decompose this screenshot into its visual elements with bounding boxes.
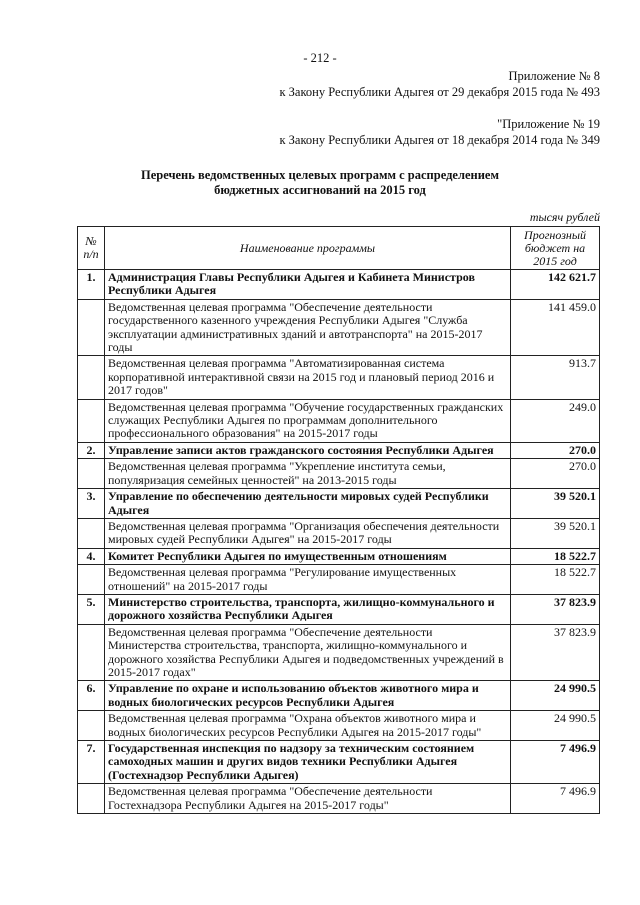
row-name: Ведомственная целевая программа "Автоматизированная система корпоративной интерактивной связи на 2015 год и плановый период 2016 и 2017 годов" bbox=[105, 356, 511, 399]
row-name: Ведомственная целевая программа "Обеспечение деятельности Министерства строительства, транспорта, жилищно-коммунального и дорожного хозяйства Республики Адыгея и подведомственных учреждений в 2015-2017 годах" bbox=[105, 624, 511, 681]
row-number bbox=[78, 518, 105, 548]
appendix-old-line1: "Приложение № 19 bbox=[497, 117, 600, 131]
table-row-program bbox=[78, 565, 600, 595]
row-name: Управление по охране и использованию объектов животного мира и водных биологических ресурсов Республики Адыгея bbox=[105, 681, 511, 711]
appendix-new-line1: Приложение № 8 bbox=[508, 69, 600, 83]
row-number: 5. bbox=[78, 594, 105, 624]
table-body bbox=[78, 270, 600, 814]
row-budget: 24 990.5 bbox=[511, 681, 600, 711]
table-row-program bbox=[78, 711, 600, 741]
table-row-program bbox=[78, 459, 600, 489]
table-row-program bbox=[78, 356, 600, 399]
table-row-program bbox=[78, 399, 600, 442]
row-budget: 37 823.9 bbox=[511, 594, 600, 624]
header-program-name: Наименование программы bbox=[105, 227, 511, 270]
row-budget: 142 621.7 bbox=[511, 270, 600, 300]
row-budget: 7 496.9 bbox=[511, 741, 600, 784]
appendix-old-line2: к Закону Республики Адыгея от 18 декабря 2014 года № 349 bbox=[279, 133, 600, 147]
table-row-department bbox=[78, 594, 600, 624]
row-number: 2. bbox=[78, 442, 105, 458]
row-budget: 37 823.9 bbox=[511, 624, 600, 681]
row-budget: 7 496.9 bbox=[511, 784, 600, 814]
appendix-new-line2: к Закону Республики Адыгея от 29 декабря 2015 года № 493 bbox=[279, 85, 600, 99]
row-name: Администрация Главы Республики Адыгея и Кабинета Министров Республики Адыгея bbox=[105, 270, 511, 300]
row-name: Государственная инспекция по надзору за техническим состоянием самоходных машин и других видов техники Республики Адыгея (Гостехнадзор Республики Адыгея) bbox=[105, 741, 511, 784]
row-name: Ведомственная целевая программа "Регулирование имущественных отношений" на 2015-2017 годы bbox=[105, 565, 511, 595]
row-number bbox=[78, 299, 105, 356]
row-name: Министерство строительства, транспорта, жилищно-коммунального и дорожного хозяйства Республики Адыгея bbox=[105, 594, 511, 624]
row-number bbox=[78, 565, 105, 595]
row-name: Ведомственная целевая программа "Обучение государственных гражданских служащих Республики Адыгея по программам дополнительного профессионального образования" на 2015-2017 годы bbox=[105, 399, 511, 442]
row-number bbox=[78, 356, 105, 399]
table-row-department bbox=[78, 442, 600, 458]
row-name: Управление по обеспечению деятельности мировых судей Республики Адыгея bbox=[105, 489, 511, 519]
row-number: 4. bbox=[78, 548, 105, 564]
row-budget: 270.0 bbox=[511, 442, 600, 458]
row-name: Ведомственная целевая программа "Охрана объектов животного мира и водных биологических ресурсов Республики Адыгея на 2015-2017 годы" bbox=[105, 711, 511, 741]
row-name: Ведомственная целевая программа "Обеспечение деятельности Гостехнадзора Республики Адыгея на 2015-2017 годы" bbox=[105, 784, 511, 814]
table-row-program bbox=[78, 784, 600, 814]
row-budget: 39 520.1 bbox=[511, 518, 600, 548]
table-row-program bbox=[78, 518, 600, 548]
row-budget: 39 520.1 bbox=[511, 489, 600, 519]
appendix-new bbox=[279, 68, 600, 100]
appendix-old bbox=[279, 116, 600, 148]
row-number bbox=[78, 459, 105, 489]
table-row-department bbox=[78, 681, 600, 711]
row-number bbox=[78, 624, 105, 681]
document-title bbox=[0, 168, 640, 198]
row-number bbox=[78, 399, 105, 442]
row-budget: 18 522.7 bbox=[511, 565, 600, 595]
row-name: Ведомственная целевая программа "Обеспечение деятельности государственного казенного учреждения Республики Адыгея "Служба эксплуатации административных зданий и автотранспорта" на 2015-2017 годы bbox=[105, 299, 511, 356]
row-number: 1. bbox=[78, 270, 105, 300]
table-row-department bbox=[78, 489, 600, 519]
row-number bbox=[78, 711, 105, 741]
row-number: 6. bbox=[78, 681, 105, 711]
row-budget: 249.0 bbox=[511, 399, 600, 442]
row-name: Ведомственная целевая программа "Укрепление института семьи, популяризация семейных ценностей" на 2013-2015 годы bbox=[105, 459, 511, 489]
document-title-line1: Перечень ведомственных целевых программ с распределением bbox=[141, 168, 499, 182]
document-title-line2: бюджетных ассигнований на 2015 год bbox=[214, 183, 426, 197]
table-row-department bbox=[78, 741, 600, 784]
units-label: тысяч рублей bbox=[529, 210, 600, 224]
programs-table bbox=[77, 226, 600, 814]
row-budget: 270.0 bbox=[511, 459, 600, 489]
table-row-department bbox=[78, 270, 600, 300]
row-budget: 141 459.0 bbox=[511, 299, 600, 356]
row-number: 3. bbox=[78, 489, 105, 519]
row-budget: 24 990.5 bbox=[511, 711, 600, 741]
table-row-program bbox=[78, 624, 600, 681]
row-number: 7. bbox=[78, 741, 105, 784]
row-budget: 913.7 bbox=[511, 356, 600, 399]
table-row-department bbox=[78, 548, 600, 564]
row-number bbox=[78, 784, 105, 814]
table-header-row bbox=[78, 227, 600, 270]
page-number: - 212 - bbox=[303, 51, 337, 65]
row-name: Управление записи актов гражданского состояния Республики Адыгея bbox=[105, 442, 511, 458]
header-number: № п/п bbox=[78, 227, 105, 270]
row-name: Ведомственная целевая программа "Организация обеспечения деятельности мировых судей Республики Адыгея" на 2015-2017 годы bbox=[105, 518, 511, 548]
table-row-program bbox=[78, 299, 600, 356]
row-name: Комитет Республики Адыгея по имущественным отношениям bbox=[105, 548, 511, 564]
header-budget: Прогнозный бюджет на 2015 год bbox=[511, 227, 600, 270]
row-budget: 18 522.7 bbox=[511, 548, 600, 564]
